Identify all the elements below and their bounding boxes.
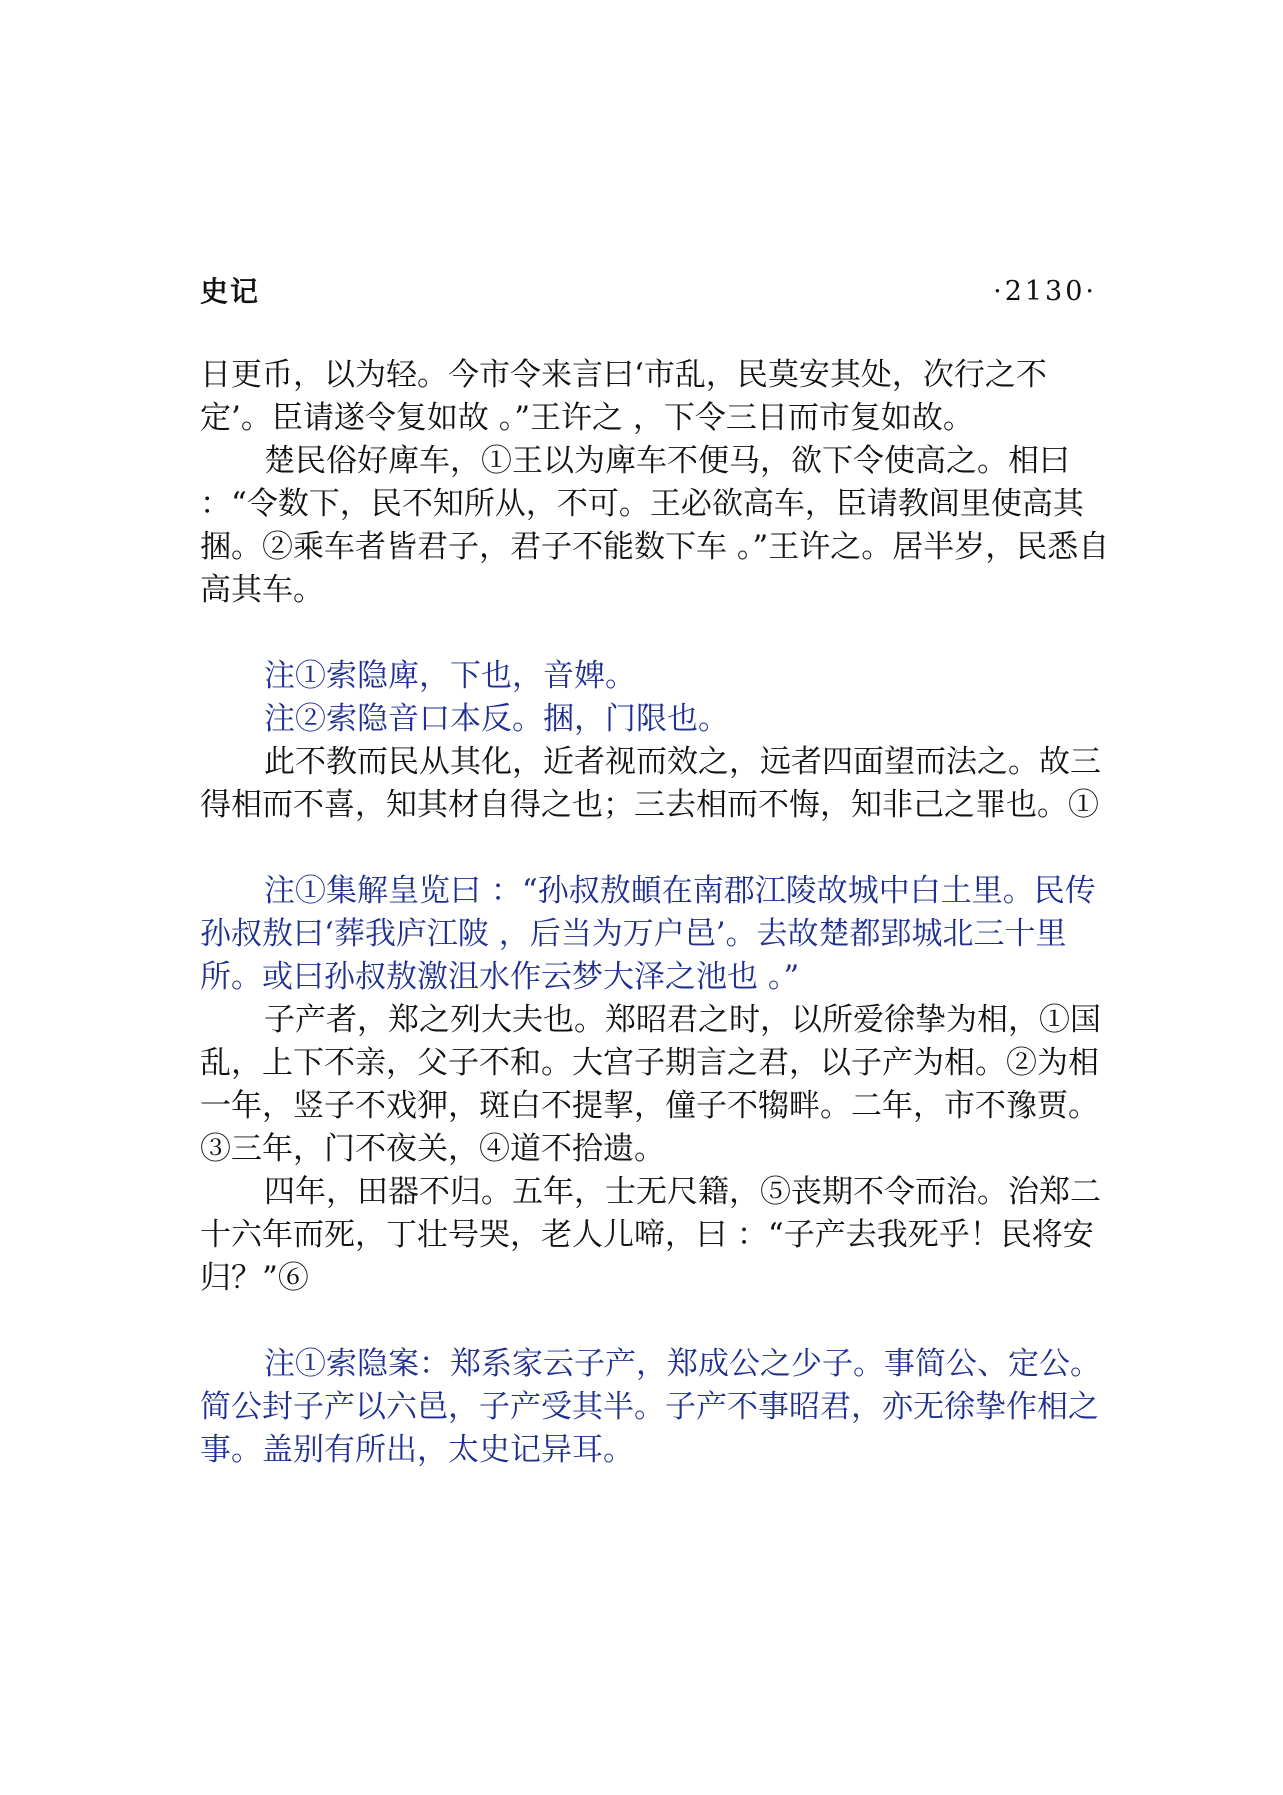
note-2: 注②索隐音口本反。捆，门限也。 [264,701,729,737]
note-suoyin: 注①索隐案：郑系家云子产，郑成公之少子。事简公、定公。简公封子产以六邑，子产受其半。子产不事昭君，亦无徐挚作相之事。盖别有所出，太史记异耳。 [200,1346,1101,1468]
page-body [200,354,1110,1472]
page-number: ·2130· [993,276,1097,307]
page-header [200,268,1097,318]
note-1: 注①索隐庳，下也，音婢。 [264,658,636,694]
spacer [200,1300,1110,1343]
note-jijie: 注①集解皇览曰 ：“孙叔敖頔在南郡江陵故城中白土里。民传孙叔敖曰‘葬我庐江陂 ，后当为万户邑’。去故楚都郢城北三十里所。或曰孙叔敖激沮水作云梦大泽之池也 。” [200,873,1096,995]
spacer [200,827,1110,870]
paragraph-teaching: 此不教而民从其化，近者视而效之，远者四面望而法之。故三得相而不喜，知其材自得之也；三去相而不悔，知非己之罪也。① [200,744,1101,823]
paragraph-continuation: 日更币，以为轻。今市令来言曰‘市乱，民莫安其处，次行之不定’。臣请遂令复如故 。”王许之 ，下令三日而市复如故。 [200,357,1047,436]
book-title: 史记 [200,275,261,308]
paragraph-chu-carts: 楚民俗好庳车，①王以为庳车不便马，欲下令使高之。相曰 ：“令数下，民不知所从，不可。王必欲高车，臣请教闾里使高其捆。②乘车者皆君子，君子不能数下车 。”王许之。居半岁，民悉自高其车。 [200,443,1110,608]
paragraph-zichan: 子产者，郑之列大夫也。郑昭君之时，以所爱徐挚为相，①国乱，上下不亲，父子不和。大宫子期言之君，以子产为相。②为相一年，竖子不戏狎，斑白不提挈，僮子不犓畔。二年，市不豫贾。③三年，门不夜关，④道不拾遗。 [200,1002,1101,1167]
paragraph-fourth-year: 四年，田器不归。五年，士无尺籍，⑤丧期不令而治。治郑二十六年而死，丁壮号哭，老人儿啼，曰 ：“子产去我死乎！民将安归？”⑥ [200,1174,1101,1296]
spacer [200,612,1110,655]
